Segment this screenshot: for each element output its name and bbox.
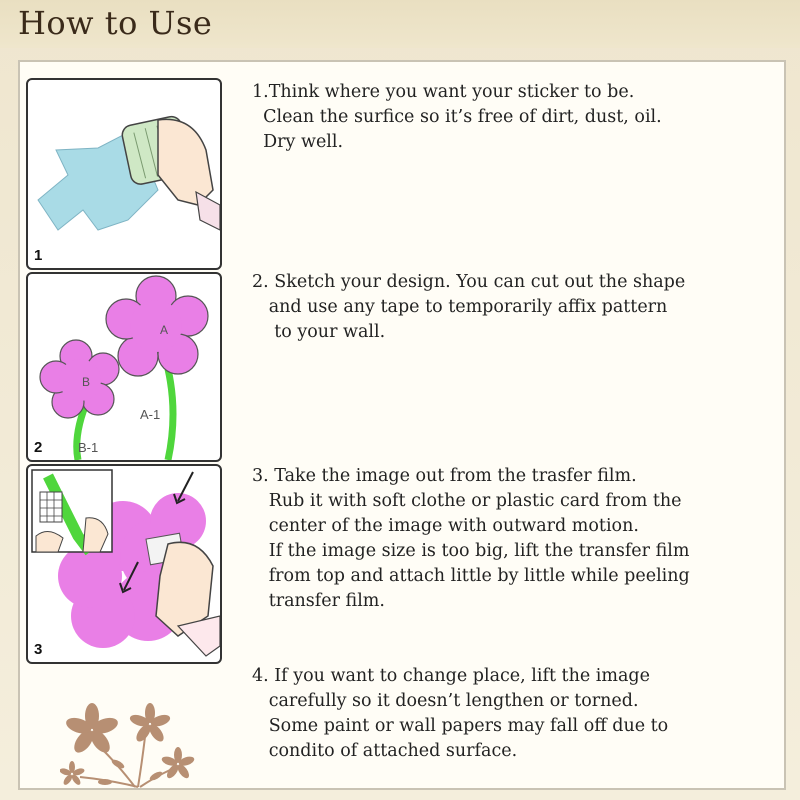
step-2-line-2: and use any tape to temporarily affix pattern [252, 297, 668, 317]
step-4-line-4: condito of attached surface. [252, 741, 518, 761]
step-1-line-1: 1.Think where you want your sticker to be. [252, 82, 635, 102]
step-4-line-1: 4. If you want to change place, lift the image [252, 666, 650, 686]
step-4-line-3: Some paint or wall papers may fall off due to [252, 716, 669, 736]
applying-hand-icon [28, 466, 220, 662]
stem-label-b1: B-1 [78, 440, 99, 455]
frame-number-1: 1 [34, 247, 43, 264]
flower-pattern-icon [28, 274, 220, 460]
frame-number-2: 2 [34, 439, 43, 456]
flower-label-b: B [82, 375, 91, 389]
flower-label-a: A [160, 323, 169, 337]
instructions-panel [18, 60, 786, 790]
step-1-line-3: Dry well. [252, 132, 344, 152]
step-2-line-3: to your wall. [252, 322, 386, 342]
cleaning-hand-icon [28, 80, 220, 268]
stem-label-a1: A-1 [140, 407, 161, 422]
step-3-line-6: transfer film. [252, 591, 385, 611]
illustration-frame-2 [26, 272, 222, 462]
step-2-line-1: 2. Sketch your design. You can cut out the shape [252, 272, 686, 292]
step-3-line-2: Rub it with soft clothe or plastic card from the [252, 491, 682, 511]
step-1 [252, 80, 662, 155]
step-4 [252, 664, 668, 764]
illustration-column [26, 72, 236, 787]
step-3 [252, 464, 690, 614]
step-3-line-3: center of the image with outward motion. [252, 516, 639, 536]
step-4-line-2: carefully so it doesn’t lengthen or torned. [252, 691, 639, 711]
header-bar [0, 0, 800, 48]
step-1-line-2: Clean the surfice so it’s free of dirt, dust, oil. [252, 107, 662, 127]
step-3-line-5: from top and attach little by little while peeling [252, 566, 690, 586]
step-3-line-4: If the image size is too big, lift the transfer film [252, 541, 690, 561]
illustration-frame-1 [26, 78, 222, 270]
step-3-line-1: 3. Take the image out from the trasfer film. [252, 466, 637, 486]
step-2 [252, 270, 685, 345]
frame-number-3: 3 [34, 641, 43, 658]
page-title: How to Use [18, 4, 213, 42]
flower-decoration-icon [60, 692, 210, 792]
illustration-frame-3 [26, 464, 222, 664]
